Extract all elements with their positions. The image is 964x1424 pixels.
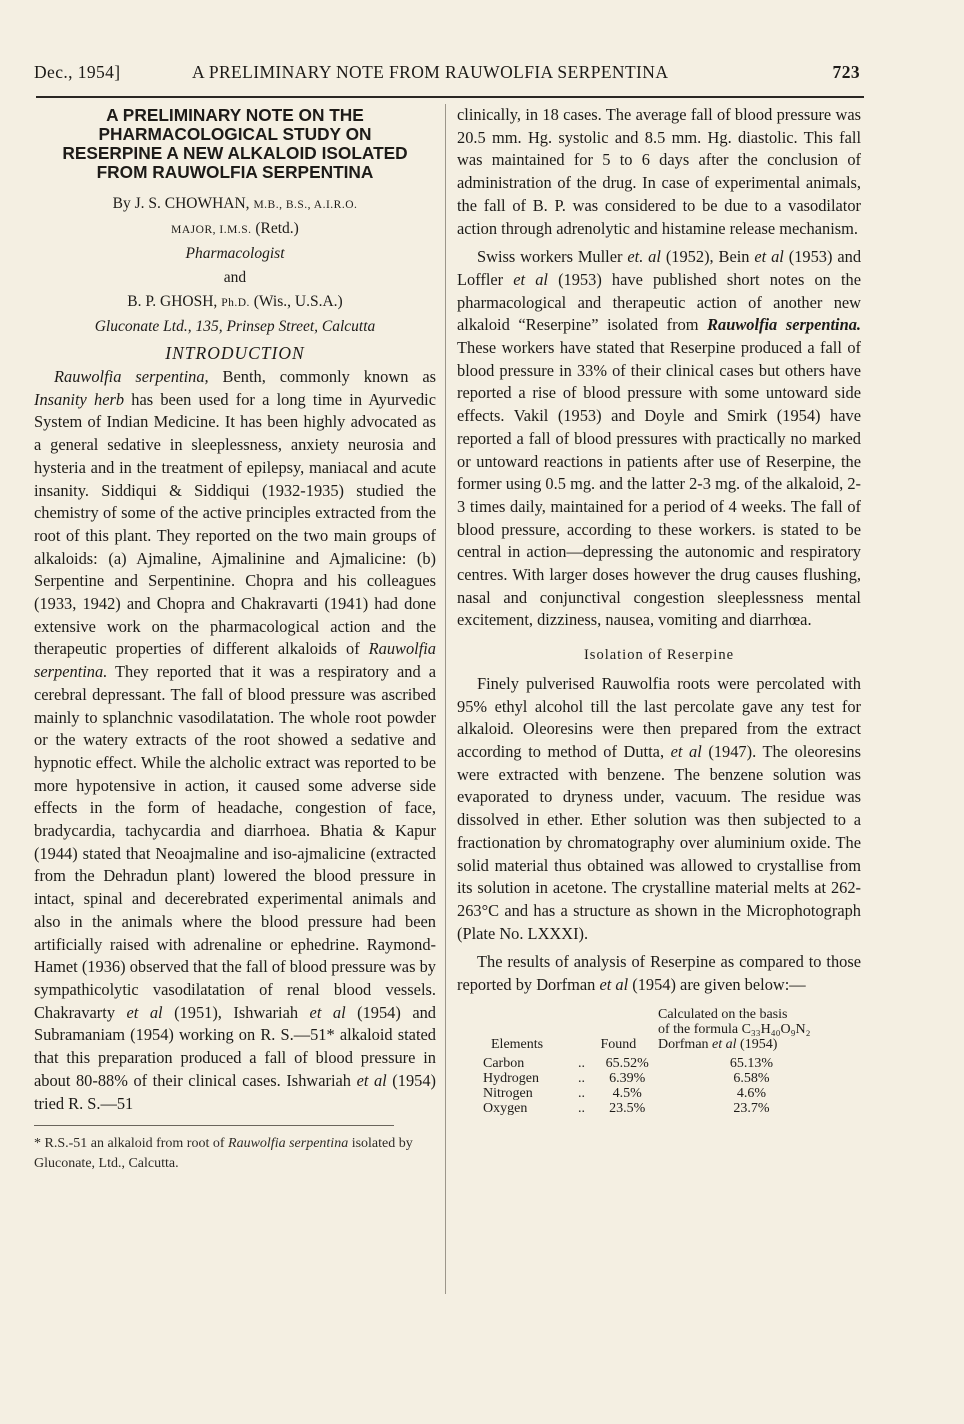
issue-date: Dec., 1954]	[34, 62, 121, 82]
author1-rank: MAJOR, I.M.S.	[171, 224, 252, 236]
et-al: et al	[599, 975, 629, 995]
text-run: Finely pulverised Rauwolfia roots were percolated with 95% ethyl alcohol till the last percolate gave any test for alkaloid. Oleoresins were then prepared from the extract according to method of Dutta,	[457, 673, 861, 761]
author2-degree: Ph.D.	[221, 297, 250, 309]
running-head	[34, 62, 860, 88]
page-number: 723	[832, 62, 860, 82]
author2-name: B. P. GHOSH,	[127, 293, 218, 310]
table-row	[457, 1056, 847, 1071]
et-al: et al	[513, 269, 548, 289]
calculated-cell: 23.7%	[733, 1100, 770, 1116]
isolation-heading: Isolation of Reserpine	[583, 647, 735, 664]
author1-role: Pharmacologist	[185, 245, 285, 262]
footnote-rule	[34, 1125, 394, 1126]
found-cell: 65.52%	[605, 1055, 649, 1071]
table-row	[457, 1101, 847, 1116]
text-run: These workers have stated that Reserpine produced a fall of blood pressure in 33% of their clinical cases but others have reported a rise of blood pressure with some untoward side effects. Vakil (1953) and Doyle and Smirk (1954) have reported a fall of blood pressures with practically no marked or untoward reactions in patients after use of Reserpine, the former using 0.5 mg. and the latter 2-3 mg. of the alkaloid, 2-3 times daily, maintained for a period of 4 weeks. The fall of blood pressure, according to these workers. is stated to be central in action—depressing the autonomic and respiratory centres. With larger doses however the drug causes flushing, nasal and conjunctival congestion sleeplessness mental excitement, dizziness, nausea, vomiting and diarrhœa.	[457, 338, 861, 630]
calculated-cell: 4.6%	[736, 1085, 767, 1101]
dots-cell: ..	[577, 1070, 585, 1086]
et-al: et al	[712, 1036, 737, 1052]
text-run: (1954) tried R. S.—51	[34, 1070, 436, 1113]
continued-paragraph: clinically, in 18 cases. The average fall of blood pressure was 20.5 mm. Hg. systolic and 8.5 mm. Hg. diastolic. This fall was maintained for 5 to 6 days after the conclusion of administration of the drug. In case of experimental animals, the fall of B. P. was considered to be due to a vasodilator action through adrenolytic and histamine release mechanism.	[457, 105, 861, 238]
by-label: By	[112, 195, 131, 212]
found-cell: 4.5%	[612, 1085, 642, 1101]
table-header-row	[457, 1007, 847, 1056]
dots-cell: ..	[577, 1085, 585, 1101]
swiss-workers-paragraph	[457, 246, 861, 632]
header-calc-line: of the formula C₃₃H₄₀O₉N₂	[658, 1021, 811, 1037]
species-name: Rauwolfia serpentina,	[54, 367, 209, 386]
text-run: (1951), Ishwariah	[162, 1002, 310, 1022]
element-cell: Carbon	[483, 1055, 525, 1071]
header-found: Found	[600, 1036, 637, 1052]
byline-author1	[34, 192, 436, 217]
right-column	[457, 104, 861, 1116]
table-row	[457, 1086, 847, 1101]
element-cell: Nitrogen	[483, 1085, 533, 1101]
found-cell: 6.39%	[609, 1070, 646, 1086]
element-cell: Oxygen	[483, 1100, 528, 1116]
et-al: et al	[356, 1070, 387, 1090]
text-run: isolated by Gluconate, Ltd., Calcutta.	[34, 1136, 413, 1172]
text-run: (1952), Bein	[660, 247, 755, 267]
header-dots	[564, 1007, 598, 1056]
text-run: (1954)	[736, 1036, 778, 1052]
common-name: Insanity herb	[34, 389, 125, 409]
header-rule	[36, 96, 864, 98]
text-run: * R.S.-51 an alkaloid from root of	[34, 1136, 229, 1152]
author1-retd: (Retd.)	[255, 220, 299, 237]
author2-univ: (Wis., U.S.A.)	[253, 293, 343, 310]
footnote	[34, 1134, 436, 1174]
text-run: Dorfman	[658, 1036, 713, 1052]
header-calc-line: Calculated on the basis	[658, 1006, 788, 1022]
author1-name: J. S. CHOWHAN,	[134, 195, 250, 212]
et-al: et al	[754, 247, 784, 267]
species-name: Rauwolfia serpentina.	[34, 639, 436, 682]
column-divider	[445, 104, 446, 1294]
text-run: has been used for a long time in Ayurvedic System of Indian Medicine. It has been highly advocated as a general sedative in sleeplessness, anxiety neurosia and hysteria and in the treatment of epilepsy, maniacal and acute insanity. Siddiqui & Siddiqui (1932-1935) studied the chemistry of some of the active principles extracted from the root of this plant. They reported on the two main groups of alkaloids: (a) Ajmaline, Ajmalinine and Ajmalicine: (b) Serpentine and Serpentinine. Chopra and his colleagues (1933, 1942) and Chopra and Chakravarti (1941) had done extensive work on the pharmacological action and the therapeutic properties of different alkaloids of	[34, 389, 437, 659]
byline-author1-rank	[34, 217, 436, 242]
results-paragraph	[457, 951, 861, 996]
text-run: (1954) and Subramaniam (1954) working on R. S.—51* alkaloid stated that this preparation produced a fall of blood pressure in about 80-88% of their clinical cases. Ishwariah	[34, 1002, 437, 1090]
et-al: et. al	[627, 247, 661, 267]
header-calc-line	[658, 1037, 845, 1052]
article-title: A PRELIMINARY NOTE ON THE PHARMACOLOGICAL STUDY ON RESERPINE A NEW ALKALOID ISOLATED FROM RAUWOLFIA SERPENTINA	[62, 105, 408, 182]
calculated-cell: 65.13%	[729, 1055, 774, 1071]
header-calculated	[656, 1007, 847, 1056]
text-run: The results of analysis of Reserpine as compared to those reported by Dorfman	[457, 952, 861, 995]
text-run: (1953) and Loffler	[457, 247, 862, 289]
table-row	[457, 1071, 847, 1086]
analysis-table	[457, 1007, 847, 1116]
isolation-paragraph	[457, 673, 861, 945]
header-elements: Elements	[491, 1036, 544, 1052]
and-label: and	[223, 269, 247, 286]
text-run: Benth, commonly known as	[208, 367, 436, 386]
left-column	[34, 104, 436, 1174]
author1-degrees: M.B., B.S., A.I.R.O.	[253, 199, 358, 211]
et-al: et al	[126, 1002, 163, 1022]
species-name: Rauwolfia serpentina.	[707, 315, 861, 335]
et-al: et al	[670, 741, 702, 761]
text-run: They reported that it was a respiratory and a cerebral depressant. The fall of blood pressure was ascribed mainly to splanchnic vasodilatation. The whole root powder or the watery extracts of the root showed a sedative and hypnotic effect. While the alcholic extract was reported to be more hypotensive in action, it caused some adverse side effects in the form of headache, congestion of face, bradycardia, tachycardia and diarrhoea. Bhatia & Kapur (1944) stated that Neoajmaline and iso-ajmalicine (extracted from the Dehradun plant) lowered the blood pressure in intact, spinal and decerebrated experimental animals and also in the animals where the blood pressure had been artificially raised with adrenaline or ephedrine. Raymond-Hamet (1936) observed that the fall of blood pressure was by sympathicolytic vasodilatation of renal blood vessels. Chakravarty	[34, 662, 436, 1022]
species-name: Rauwolfia serpentina	[228, 1136, 349, 1152]
calculated-cell: 6.58%	[733, 1070, 770, 1086]
affiliation: Gluconate Ltd., 135, Prinsep Street, Calcutta	[94, 318, 376, 335]
text-run: (1953) have published short notes on the pharmacological and therapeutic action of another new alkaloid “Reserpine” isolated from	[457, 269, 861, 335]
introduction-paragraph	[34, 366, 436, 1115]
et-al: et al	[309, 1002, 346, 1022]
running-title: A PRELIMINARY NOTE FROM RAUWOLFIA SERPENTINA	[192, 62, 669, 82]
text-run: (1947). The oleoresins were extracted with benzene. The benzene solution was evaporated to dryness under, vacuum. The residue was dissolved in ether. Ether solution was then subjected to a fractionation by chromatography over aluminium oxide. The solid material thus obtained was allowed to crystallise from its solution in acetone. The crystalline material melts at 262-263°C and has a structure as shown in the Microphotograph (Plate No. LXXXI).	[457, 741, 861, 943]
dots-cell: ..	[577, 1100, 585, 1116]
text-run: Swiss workers Muller	[477, 247, 628, 267]
byline-author2	[34, 290, 436, 315]
introduction-heading: INTRODUCTION	[165, 343, 305, 363]
dots-cell: ..	[577, 1055, 585, 1071]
found-cell: 23.5%	[609, 1100, 646, 1116]
element-cell: Hydrogen	[483, 1070, 539, 1086]
text-run: (1954) are given below:—	[628, 975, 806, 995]
